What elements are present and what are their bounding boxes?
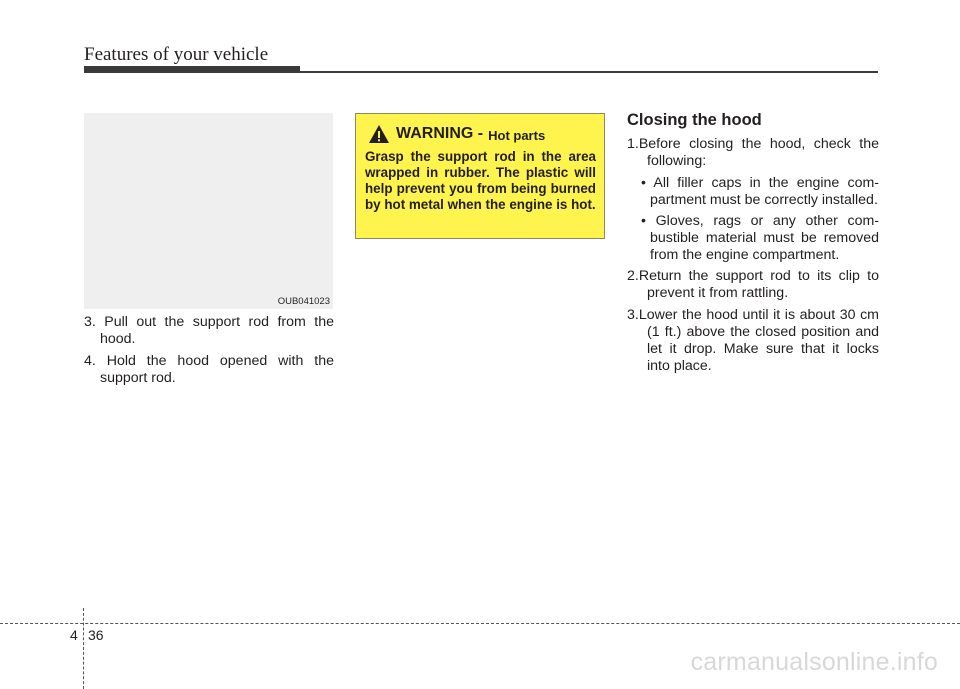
step-2: 2.Return the support rod to its clip to prevent it from rattling. <box>627 268 879 301</box>
page-number: 36 <box>88 627 104 643</box>
step-1: 1.Before closing the hood, check the following: <box>627 136 879 169</box>
step-3-closing: 3.Lower the hood until it is about 30 cm (1 ft.) above the closed position and let it drop. Make sure that it locks into place. <box>627 307 879 374</box>
chapter-number: 4 <box>70 627 78 643</box>
footer-divider <box>0 623 960 624</box>
step-3: 3. Pull out the support rod from the hood. <box>84 314 334 347</box>
warning-box <box>355 113 605 239</box>
warning-label: WARNING - <box>396 125 484 142</box>
warning-header <box>365 124 596 144</box>
watermark: carmanualsonline.info <box>690 648 938 676</box>
right-column <box>627 110 879 380</box>
header-rule <box>84 71 878 73</box>
warning-body: Grasp the support rod in the area wrapped in rubber. The plastic will help prevent you from being burned by hot metal when the engine is hot. <box>365 149 596 212</box>
left-column <box>84 314 334 392</box>
bullet-item: • Gloves, rags or any other com-bustible material must be removed from the engine compartment. <box>641 213 879 263</box>
footer-page-divider <box>83 608 84 689</box>
step-4: 4. Hold the hood opened with the support rod. <box>84 353 334 386</box>
section-title: Closing the hood <box>627 111 762 129</box>
figure-code: OUB041023 <box>277 296 330 307</box>
bullet-item: • All filler caps in the engine com-partment must be correctly installed. <box>641 175 879 208</box>
page-header-title: Features of your vehicle <box>84 44 269 65</box>
warning-subtitle: Hot parts <box>488 127 546 143</box>
warning-triangle-icon <box>368 124 390 144</box>
figure-image <box>84 113 333 309</box>
